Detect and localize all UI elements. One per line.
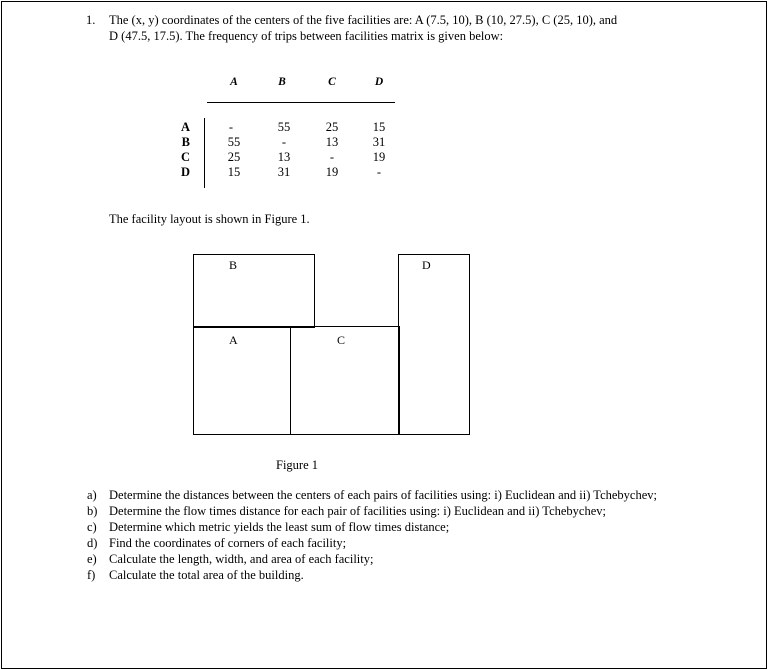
matrix-cell: 25 xyxy=(227,150,241,164)
matrix-cell: - xyxy=(228,120,234,134)
facility-b-label: B xyxy=(229,258,238,272)
matrix-row-rule xyxy=(204,118,205,188)
facility-c-label: C xyxy=(337,333,346,347)
matrix-cell: 55 xyxy=(227,135,241,149)
facility-a-box xyxy=(193,326,291,435)
matrix-col-header: C xyxy=(328,76,336,88)
matrix-cell: 31 xyxy=(277,165,291,179)
question-text: Determine which metric yields the least sum of flow times distance; xyxy=(109,520,450,534)
question-marker: e) xyxy=(87,552,97,566)
facility-a-label: A xyxy=(229,333,238,347)
question-marker: a) xyxy=(87,488,97,502)
matrix-cell: - xyxy=(281,135,287,149)
matrix-row-label: D xyxy=(180,165,190,179)
matrix-header-rule xyxy=(207,102,395,103)
question-text: Calculate the total area of the building. xyxy=(109,568,304,582)
matrix-col-header: B xyxy=(278,76,286,88)
matrix-col-header: D xyxy=(374,76,384,88)
matrix-cell: 15 xyxy=(227,165,241,179)
problem-intro-line2: D (47.5, 17.5). The frequency of trips between facilities matrix is given below: xyxy=(109,29,504,43)
matrix-row-label: C xyxy=(180,150,190,164)
question-text: Determine the flow times distance for each pair of facilities using: i) Euclidean and ii) Tchebychev; xyxy=(109,504,606,518)
problem-number: 1. xyxy=(86,13,96,27)
matrix-cell: 19 xyxy=(372,150,386,164)
question-text: Determine the distances between the centers of each pairs of facilities using: i) Euclidean and ii) Tchebychev; xyxy=(109,488,657,502)
matrix-row-label: B xyxy=(181,135,190,149)
question-marker: f) xyxy=(87,568,96,582)
matrix-cell: 31 xyxy=(372,135,386,149)
question-marker: b) xyxy=(87,504,98,518)
question-text: Find the coordinates of corners of each facility; xyxy=(109,536,347,550)
matrix-cell: 55 xyxy=(277,120,291,134)
matrix-row-label: A xyxy=(180,120,190,134)
matrix-cell: 13 xyxy=(277,150,291,164)
facility-b-box xyxy=(193,254,315,328)
facility-d-box xyxy=(398,254,470,435)
matrix-cell: 19 xyxy=(325,165,339,179)
matrix-col-header: A xyxy=(230,76,238,88)
matrix-cell: 15 xyxy=(372,120,386,134)
matrix-cell: 25 xyxy=(325,120,339,134)
layout-sentence: The facility layout is shown in Figure 1. xyxy=(109,212,310,226)
question-marker: d) xyxy=(87,536,98,550)
matrix-cell: 13 xyxy=(325,135,339,149)
question-marker: c) xyxy=(87,520,97,534)
problem-intro-line1: The (x, y) coordinates of the centers of the five facilities are: A (7.5, 10), B (10, 27.5), C (25, 10), and xyxy=(109,13,618,27)
matrix-cell: - xyxy=(329,150,335,164)
matrix-cell: - xyxy=(376,165,382,179)
facility-d-label: D xyxy=(422,258,431,272)
figure-caption: Figure 1 xyxy=(276,458,319,472)
question-text: Calculate the length, width, and area of each facility; xyxy=(109,552,374,566)
